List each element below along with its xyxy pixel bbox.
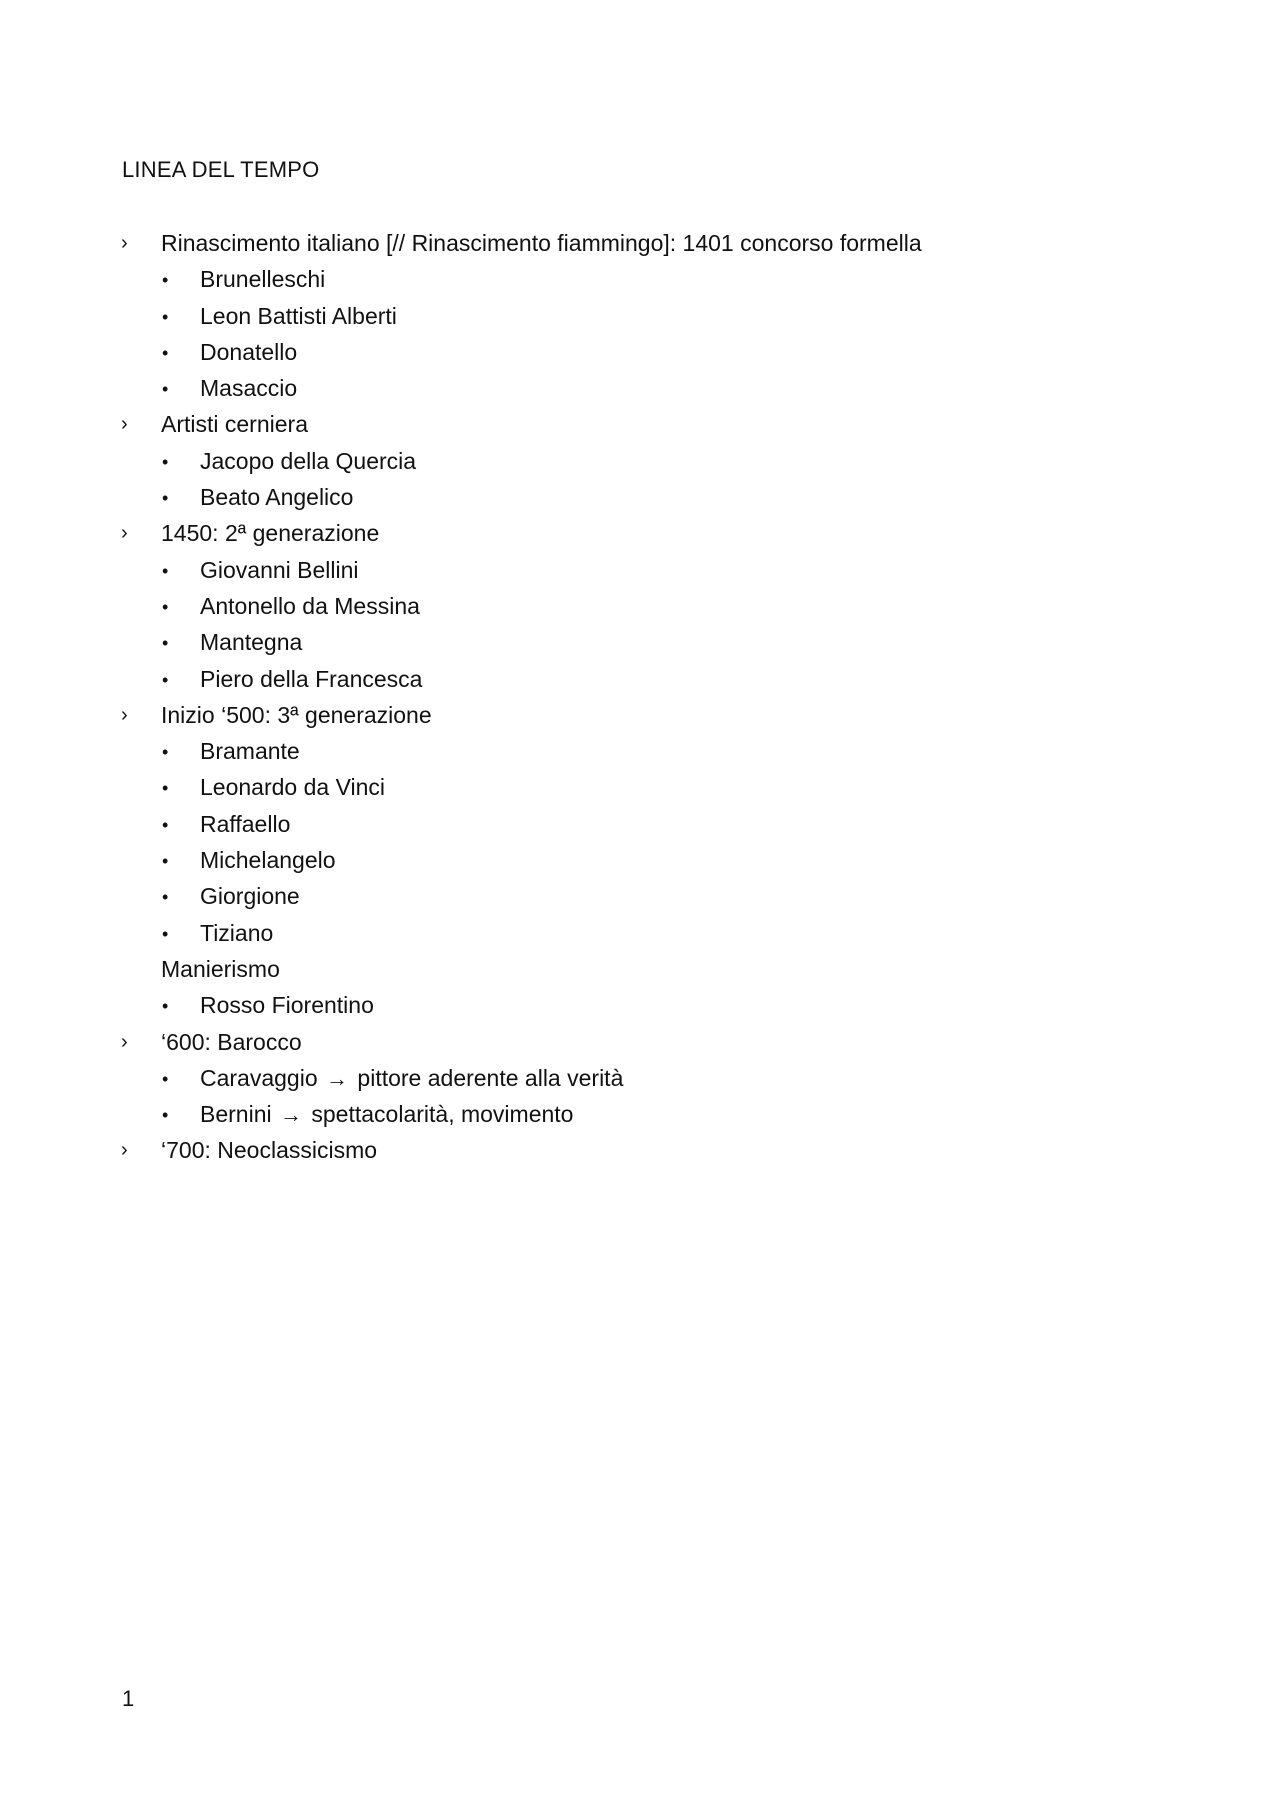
timeline-heading: [0, 1133, 1280, 1169]
list-item: [0, 770, 1280, 806]
artist-note: pittore aderente alla verità: [357, 1064, 624, 1091]
list-item: [0, 335, 1280, 371]
list-item: [0, 444, 1280, 480]
heading-text: ‘700: Neoclassicismo: [161, 1137, 378, 1164]
artist-name: Donatello: [200, 338, 298, 365]
artist-name: Masaccio: [200, 375, 298, 402]
bullet-icon: •: [162, 996, 169, 1017]
bullet-icon: •: [162, 560, 169, 581]
bullet-icon: •: [162, 270, 169, 291]
list-item: [0, 299, 1280, 335]
bullet-icon: •: [162, 633, 169, 654]
timeline-heading: [0, 407, 1280, 443]
artist-name: Leon Battisti Alberti: [200, 302, 397, 329]
artist-name: Bernini: [200, 1101, 272, 1128]
timeline-heading: [0, 226, 1280, 262]
timeline-list: [0, 226, 1280, 1170]
bullet-icon: •: [162, 342, 169, 363]
list-item: [0, 625, 1280, 661]
bullet-icon: •: [162, 1068, 169, 1089]
heading-text: Inizio ‘500: 3ª generazione: [161, 701, 432, 728]
list-item: [0, 662, 1280, 698]
timeline-heading: [0, 516, 1280, 552]
timeline-heading: [0, 1025, 1280, 1061]
artist-note: spettacolarità, movimento: [311, 1101, 574, 1128]
list-item: [0, 734, 1280, 770]
list-item: [0, 553, 1280, 589]
artist-entry: [200, 1063, 623, 1094]
heading-text: 1450: 2ª generazione: [161, 520, 380, 547]
page-number: 1: [122, 1686, 135, 1711]
list-item: [0, 1061, 1280, 1097]
artist-name: Antonello da Messina: [200, 592, 420, 619]
list-item: [0, 988, 1280, 1024]
artist-name: Beato Angelico: [200, 484, 354, 511]
heading-text: Artisti cerniera: [161, 411, 308, 438]
artist-name: Tiziano: [200, 919, 274, 946]
bullet-icon: •: [162, 669, 169, 690]
bullet-icon: •: [162, 488, 169, 509]
bullet-icon: •: [162, 1105, 169, 1126]
artist-name: Piero della Francesca: [200, 665, 423, 692]
bullet-icon: •: [162, 851, 169, 872]
artist-name: Michelangelo: [200, 847, 336, 874]
list-item: [0, 262, 1280, 298]
chevron-right-icon: ›: [121, 1030, 128, 1053]
timeline-heading: [0, 698, 1280, 734]
bullet-icon: •: [162, 379, 169, 400]
arrow-right-icon: →: [280, 1102, 302, 1128]
arrow-right-icon: →: [326, 1065, 349, 1091]
artist-name: Bramante: [200, 738, 300, 765]
bullet-icon: •: [162, 451, 169, 472]
subheading: [0, 952, 1280, 988]
chevron-right-icon: ›: [121, 703, 128, 726]
chevron-right-icon: ›: [121, 232, 128, 254]
list-item: [0, 807, 1280, 843]
chevron-right-icon: ›: [121, 413, 128, 436]
list-item: [0, 589, 1280, 625]
artist-name: Mantegna: [200, 629, 303, 656]
document-title: LINEA DEL TEMPO: [122, 157, 320, 182]
artist-name: Brunelleschi: [200, 266, 326, 293]
subheading-text: Manierismo: [161, 955, 280, 982]
list-item: [0, 916, 1280, 952]
artist-name: Jacopo della Quercia: [200, 447, 417, 474]
bullet-icon: •: [162, 778, 169, 799]
artist-name: Raffaello: [200, 810, 291, 837]
artist-name: Leonardo da Vinci: [200, 774, 385, 801]
bullet-icon: •: [162, 306, 169, 327]
bullet-icon: •: [162, 814, 169, 835]
artist-name: Rosso Fiorentino: [200, 992, 374, 1019]
artist-entry: [200, 1099, 573, 1130]
chevron-right-icon: ›: [121, 522, 128, 545]
heading-text: ‘600: Barocco: [161, 1028, 302, 1055]
artist-name: Giorgione: [200, 883, 300, 910]
bullet-icon: •: [162, 923, 169, 944]
chevron-right-icon: ›: [121, 1139, 128, 1162]
bullet-icon: •: [162, 887, 169, 908]
list-item: [0, 1097, 1280, 1133]
list-item: [0, 480, 1280, 516]
list-item: [0, 879, 1280, 915]
artist-name: Caravaggio: [200, 1064, 318, 1091]
list-item: [0, 371, 1280, 407]
heading-text: Rinascimento italiano [// Rinascimento fiammingo]: 1401 concorso formella: [161, 230, 922, 256]
list-item: [0, 843, 1280, 879]
artist-name: Giovanni Bellini: [200, 556, 359, 583]
bullet-icon: •: [162, 742, 169, 763]
bullet-icon: •: [162, 596, 169, 617]
